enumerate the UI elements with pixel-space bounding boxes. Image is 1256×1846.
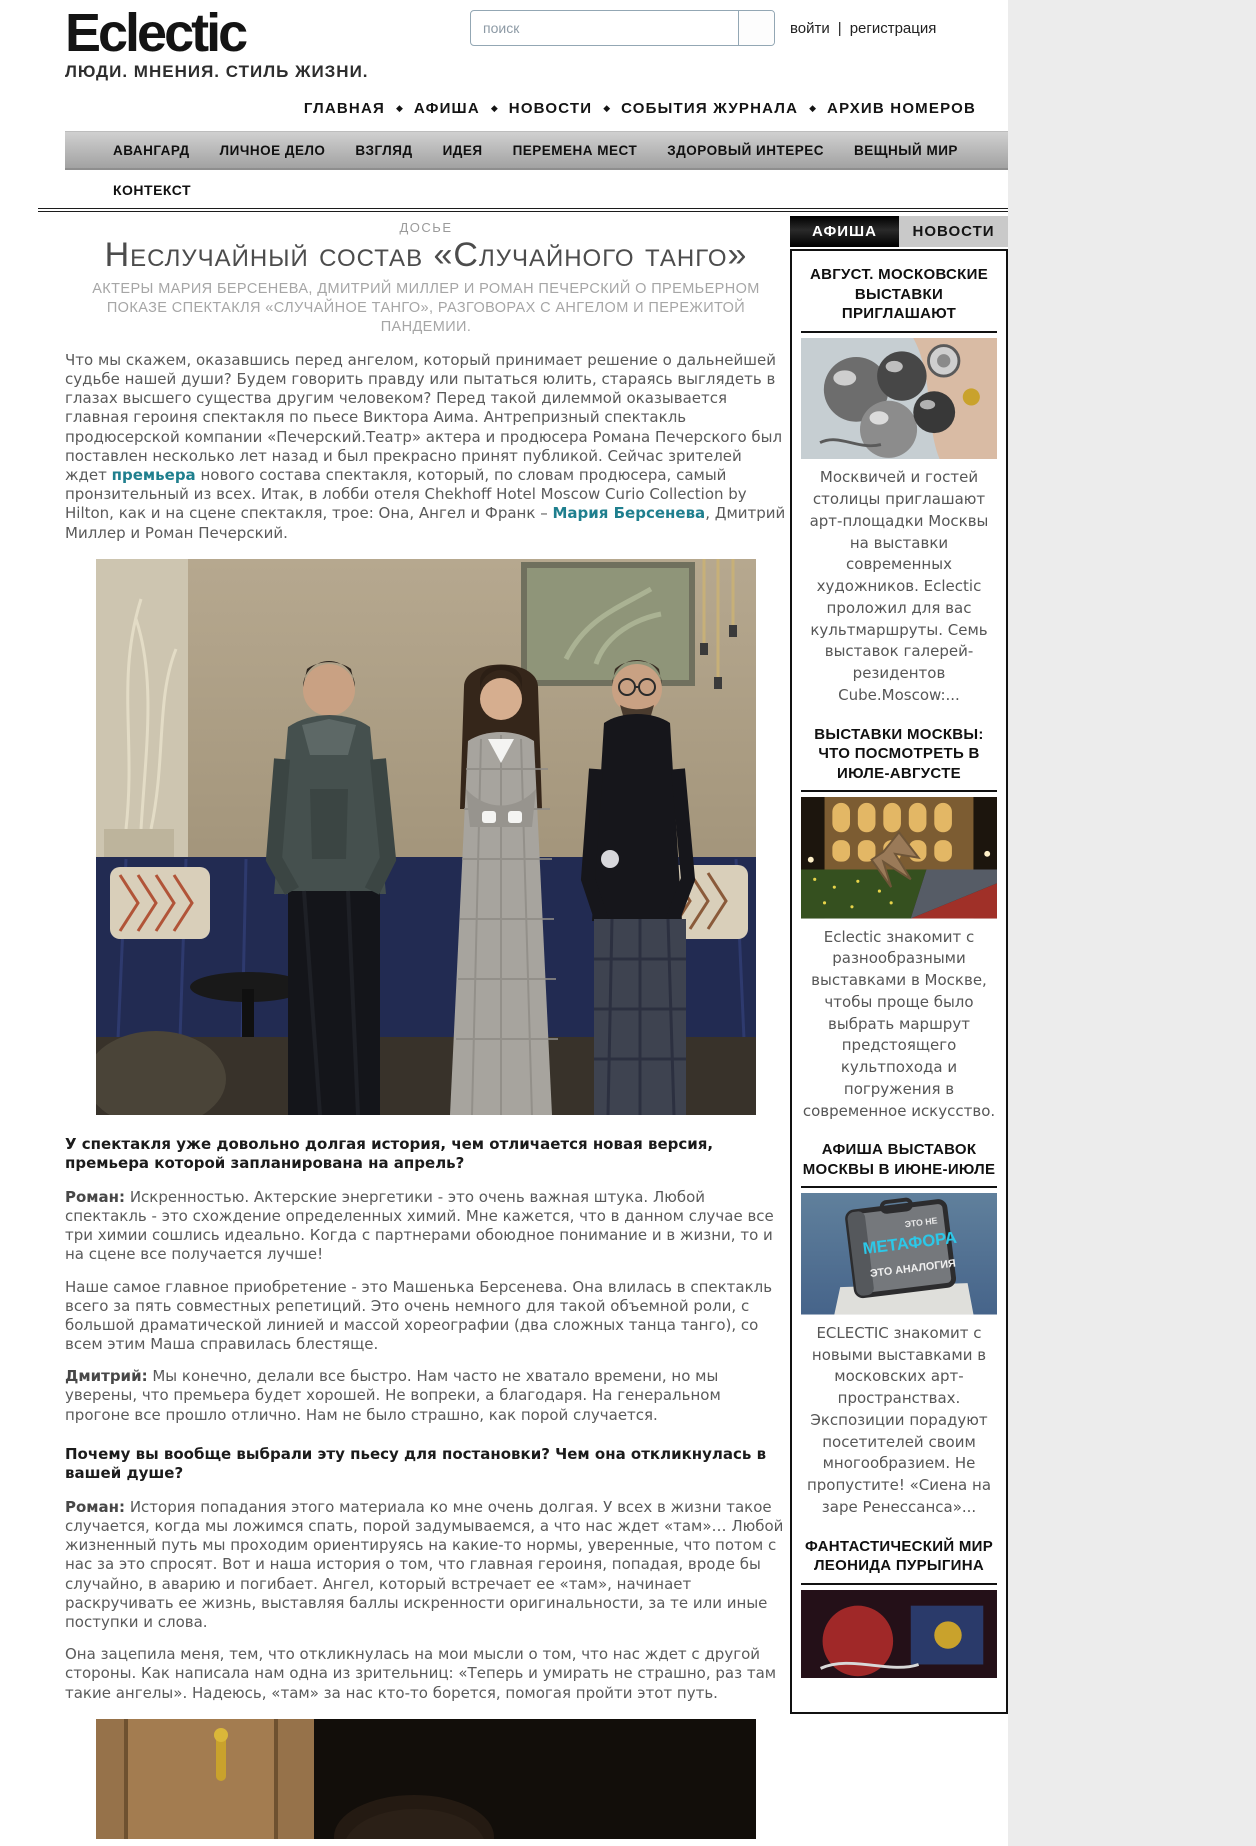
sidebar-image-night-park[interactable] — [801, 797, 997, 919]
sidebar-card-title[interactable]: АФИША ВЫСТАВОК МОСКВЫ В ИЮНЕ-ИЮЛЕ — [802, 1141, 996, 1178]
context-nav-link[interactable]: КОНТЕКСТ — [113, 182, 192, 198]
article-category: ДОСЬЕ — [399, 220, 453, 235]
sidebar-image-purygin-painting[interactable] — [801, 1590, 997, 1678]
article-photo-door — [96, 1719, 756, 1839]
nav-separator-icon: ◆ — [809, 103, 817, 113]
tab-afisha[interactable]: АФИША — [790, 216, 899, 247]
section-nav-avangard[interactable]: АВАНГАРД — [113, 143, 190, 158]
auth-divider: | — [837, 20, 842, 37]
section-nav — [65, 131, 1008, 170]
section-nav-vzglyad[interactable]: ВЗГЛЯД — [355, 143, 413, 158]
sidebar-feed — [790, 249, 1008, 1714]
sidebar-card-june-july — [801, 1136, 997, 1518]
sidebar-tabs — [790, 216, 1008, 247]
section-nav-zdorovy-interes[interactable]: ЗДОРОВЫЙ ИНТЕРЕС — [667, 143, 825, 158]
sidebar-card-title[interactable]: ФАНТАСТИЧЕСКИЙ МИР ЛЕОНИДА ПУРЫГИНА — [804, 1537, 994, 1575]
qa-answer-4: Роман: История попадания этого материала ко мне очень долгая. У всех в жизни такое случается, когда мы ложимся спать, порой задумываемся, а что нас ждет «там»… Любой жизненный путь мы проходим ориентируясь на какие-то нормы, уверенные, что потом с нас за это спросят. Вот и наша история о том, что главная героиня, попадая, вроде бы случайно, в аварию и погибает. Ангел, который встречает ее «там», начинает раскручивать ее жизнь, выставляя баллы искренности оригинальности, за те или иные поступки и слова. — [65, 1497, 784, 1631]
sidebar-card-text: Eclectic знакомит с разнообразными выставками в Москве, чтобы проще было выбрать маршрут предстоящего культпохода и погружения в современное искусство. — [802, 927, 996, 1120]
sidebar-image-suitcase[interactable] — [801, 1193, 997, 1315]
qa-answer-3: Дмитрий: Мы конечно, делали все быстро. Нам часто не хватало времени, но мы уверены, что премьера будет хорошей. Не вопреки, а благодаря. На генеральном прогоне все прошло отлично. Нам не было страшно, как порой случается. — [65, 1367, 721, 1424]
sidebar-card-title[interactable]: ВЫСТАВКИ МОСКВЫ: ЧТО ПОСМОТРЕТЬ В ИЮЛЕ-АВГУСТЕ — [814, 725, 984, 782]
main-nav-events[interactable]: СОБЫТИЯ ЖУРНАЛА — [621, 100, 799, 117]
sidebar-card-title[interactable]: АВГУСТ. МОСКОВСКИЕ ВЫСТАВКИ ПРИГЛАШАЮТ — [809, 266, 989, 322]
card-divider — [801, 1186, 997, 1188]
suitcase-text-line2: МЕТАФОРА — [861, 1228, 958, 1259]
sidebar-card-text: Москвичей и гостей столицы приглашают арт-площадки Москвы на выставки современных художников. Eclectic проложил для вас культмаршруты. Семь выставок галерей-резидентов Cube.Moscow:... — [809, 468, 989, 704]
sidebar-image-abstract-art[interactable] — [801, 338, 997, 460]
search-submit-button[interactable] — [738, 11, 774, 45]
search-box — [470, 10, 775, 46]
content-columns — [0, 216, 1008, 1839]
qa-answer-1: Роман: Искренностью. Актерские энергетики - это очень важная штука. Любой спектакль - это схождение определенных химий. Мне кажется, что в данном случае все три химии сошлись идеально. Когда с партнерами обоюдное понимание и в жизни, то и на сцене все получается лучше! — [65, 1187, 774, 1264]
article-subtitle: АКТЕРЫ МАРИЯ БЕРСЕНЕВА, ДМИТРИЙ МИЛЛЕР И РОМАН ПЕЧЕРСКИЙ О ПРЕМЬЕРНОМ ПОКАЗЕ СПЕКТАКЛЯ «СЛУЧАЙНОЕ ТАНГО», РАЗГОВОРАХ С АНГЕЛОМ И ПЕРЕЖИТОЙ ПАНДЕМИИ. — [92, 281, 760, 336]
section-nav-lichnoe-delo[interactable]: ЛИЧНОЕ ДЕЛО — [219, 143, 326, 158]
qa-question-1: У спектакля уже довольно долгая история, чем отличается новая версия, премьера которой запланирована на апрель? — [65, 1134, 714, 1173]
inline-link[interactable]: Мария Берсенева — [552, 504, 706, 523]
site-header — [0, 0, 1008, 92]
sidebar-card-text: ECLECTIC знакомит с новыми выставками в московских арт-пространствах. Экспозиции порадуют посетителей своим многообразием. Не пропустите! «Сиена на заре Ренессанса»... — [806, 1323, 992, 1516]
main-nav-news[interactable]: НОВОСТИ — [508, 100, 593, 117]
double-divider — [38, 208, 1008, 212]
sidebar-card-purygin — [801, 1533, 997, 1678]
article-intro: Что мы скажем, оказавшись перед ангелом, который принимает решение о дальнейшей судьбе нашей души? Будем говорить правду или пытаться юлить, стараясь выглядеть в глазах высшего существа другим человеком? Перед такой дилеммой оказывается главная героиня спектакля по пьесе Виктора Аима. Антрепризный спектакль продюсерской компании «Печерский.Театр» актера и продюсера Романа Печерского был поставлен несколько лет назад и был прекрасно принят публикой. Сейчас зрителей ждет премьера нового состава спектакля, который, по словам продюсера, самый пронзительный из всех. Итак, в лобби отеля Chekhoff Hotel Moscow Curio Collection by Hilton, как и на сцене спектакля, трое: Она, Ангел и Франк – Мария Берсенева, Дмитрий Миллер и Роман Печерский. — [65, 350, 786, 542]
sidebar — [790, 216, 1008, 1839]
article-column — [65, 216, 787, 1839]
site-logo[interactable]: Eclectic — [65, 3, 246, 63]
main-nav-home[interactable]: ГЛАВНАЯ — [303, 100, 385, 117]
card-divider — [801, 331, 997, 333]
site-tagline: ЛЮДИ. МНЕНИЯ. СТИЛЬ ЖИЗНИ. — [65, 62, 369, 81]
main-nav-afisha[interactable]: АФИША — [413, 100, 480, 117]
main-nav-archive[interactable]: АРХИВ НОМЕРОВ — [827, 100, 976, 117]
search-input[interactable] — [471, 11, 738, 45]
tab-novosti[interactable]: НОВОСТИ — [899, 216, 1008, 247]
article-photo-actors — [96, 559, 756, 1115]
nav-separator-icon: ◆ — [395, 103, 403, 113]
context-nav — [113, 170, 1008, 208]
sidebar-card-july-august — [801, 721, 997, 1123]
qa-answer-2: Наше самое главное приобретение - это Машенька Берсенева. Она влилась в спектакль всего за пять совместных репетиций. Это очень немного для такой объемной роли, с большой драматической линией и массой хореографии (два сложных танца танго), со всем этим Маша справилась блестяще. — [65, 1277, 773, 1354]
suitcase-text-line1: ЭТО НЕ — [904, 1215, 939, 1230]
inline-link[interactable]: премьера — [111, 466, 196, 485]
card-divider — [801, 790, 997, 792]
main-nav — [0, 92, 1008, 131]
qa-question-2: Почему вы вообще выбрали эту пьесу для постановки? Чем она откликнулась в вашей душе? — [65, 1444, 767, 1483]
nav-separator-icon: ◆ — [490, 103, 498, 113]
nav-separator-icon: ◆ — [603, 103, 611, 113]
login-link[interactable]: войти — [790, 20, 830, 37]
card-divider — [801, 1583, 997, 1585]
sidebar-card-august-exhibitions — [801, 261, 997, 707]
suitcase-text-line3: ЭТО АНАЛОГИЯ — [869, 1257, 957, 1281]
qa-answer-5: Она зацепила меня, тем, что откликнулась на мои мысли о том, что нас ждет с другой стороны. Как написала нам одна из зрительниц: «Теперь и умирать не страшно, раз там такие ангелы». Надеюсь, «там» за нас кто-то борется, помогая пройти этот путь. — [65, 1645, 777, 1702]
article-title: Неслучайный состав «Случайного танго» — [104, 236, 748, 274]
register-link[interactable]: регистрация — [849, 20, 937, 37]
auth-links — [790, 20, 936, 37]
section-nav-peremena-mest[interactable]: ПЕРЕМЕНА МЕСТ — [512, 143, 638, 158]
section-nav-ideya[interactable]: ИДЕЯ — [442, 143, 483, 158]
section-nav-veshchny-mir[interactable]: ВЕЩНЫЙ МИР — [854, 143, 958, 158]
